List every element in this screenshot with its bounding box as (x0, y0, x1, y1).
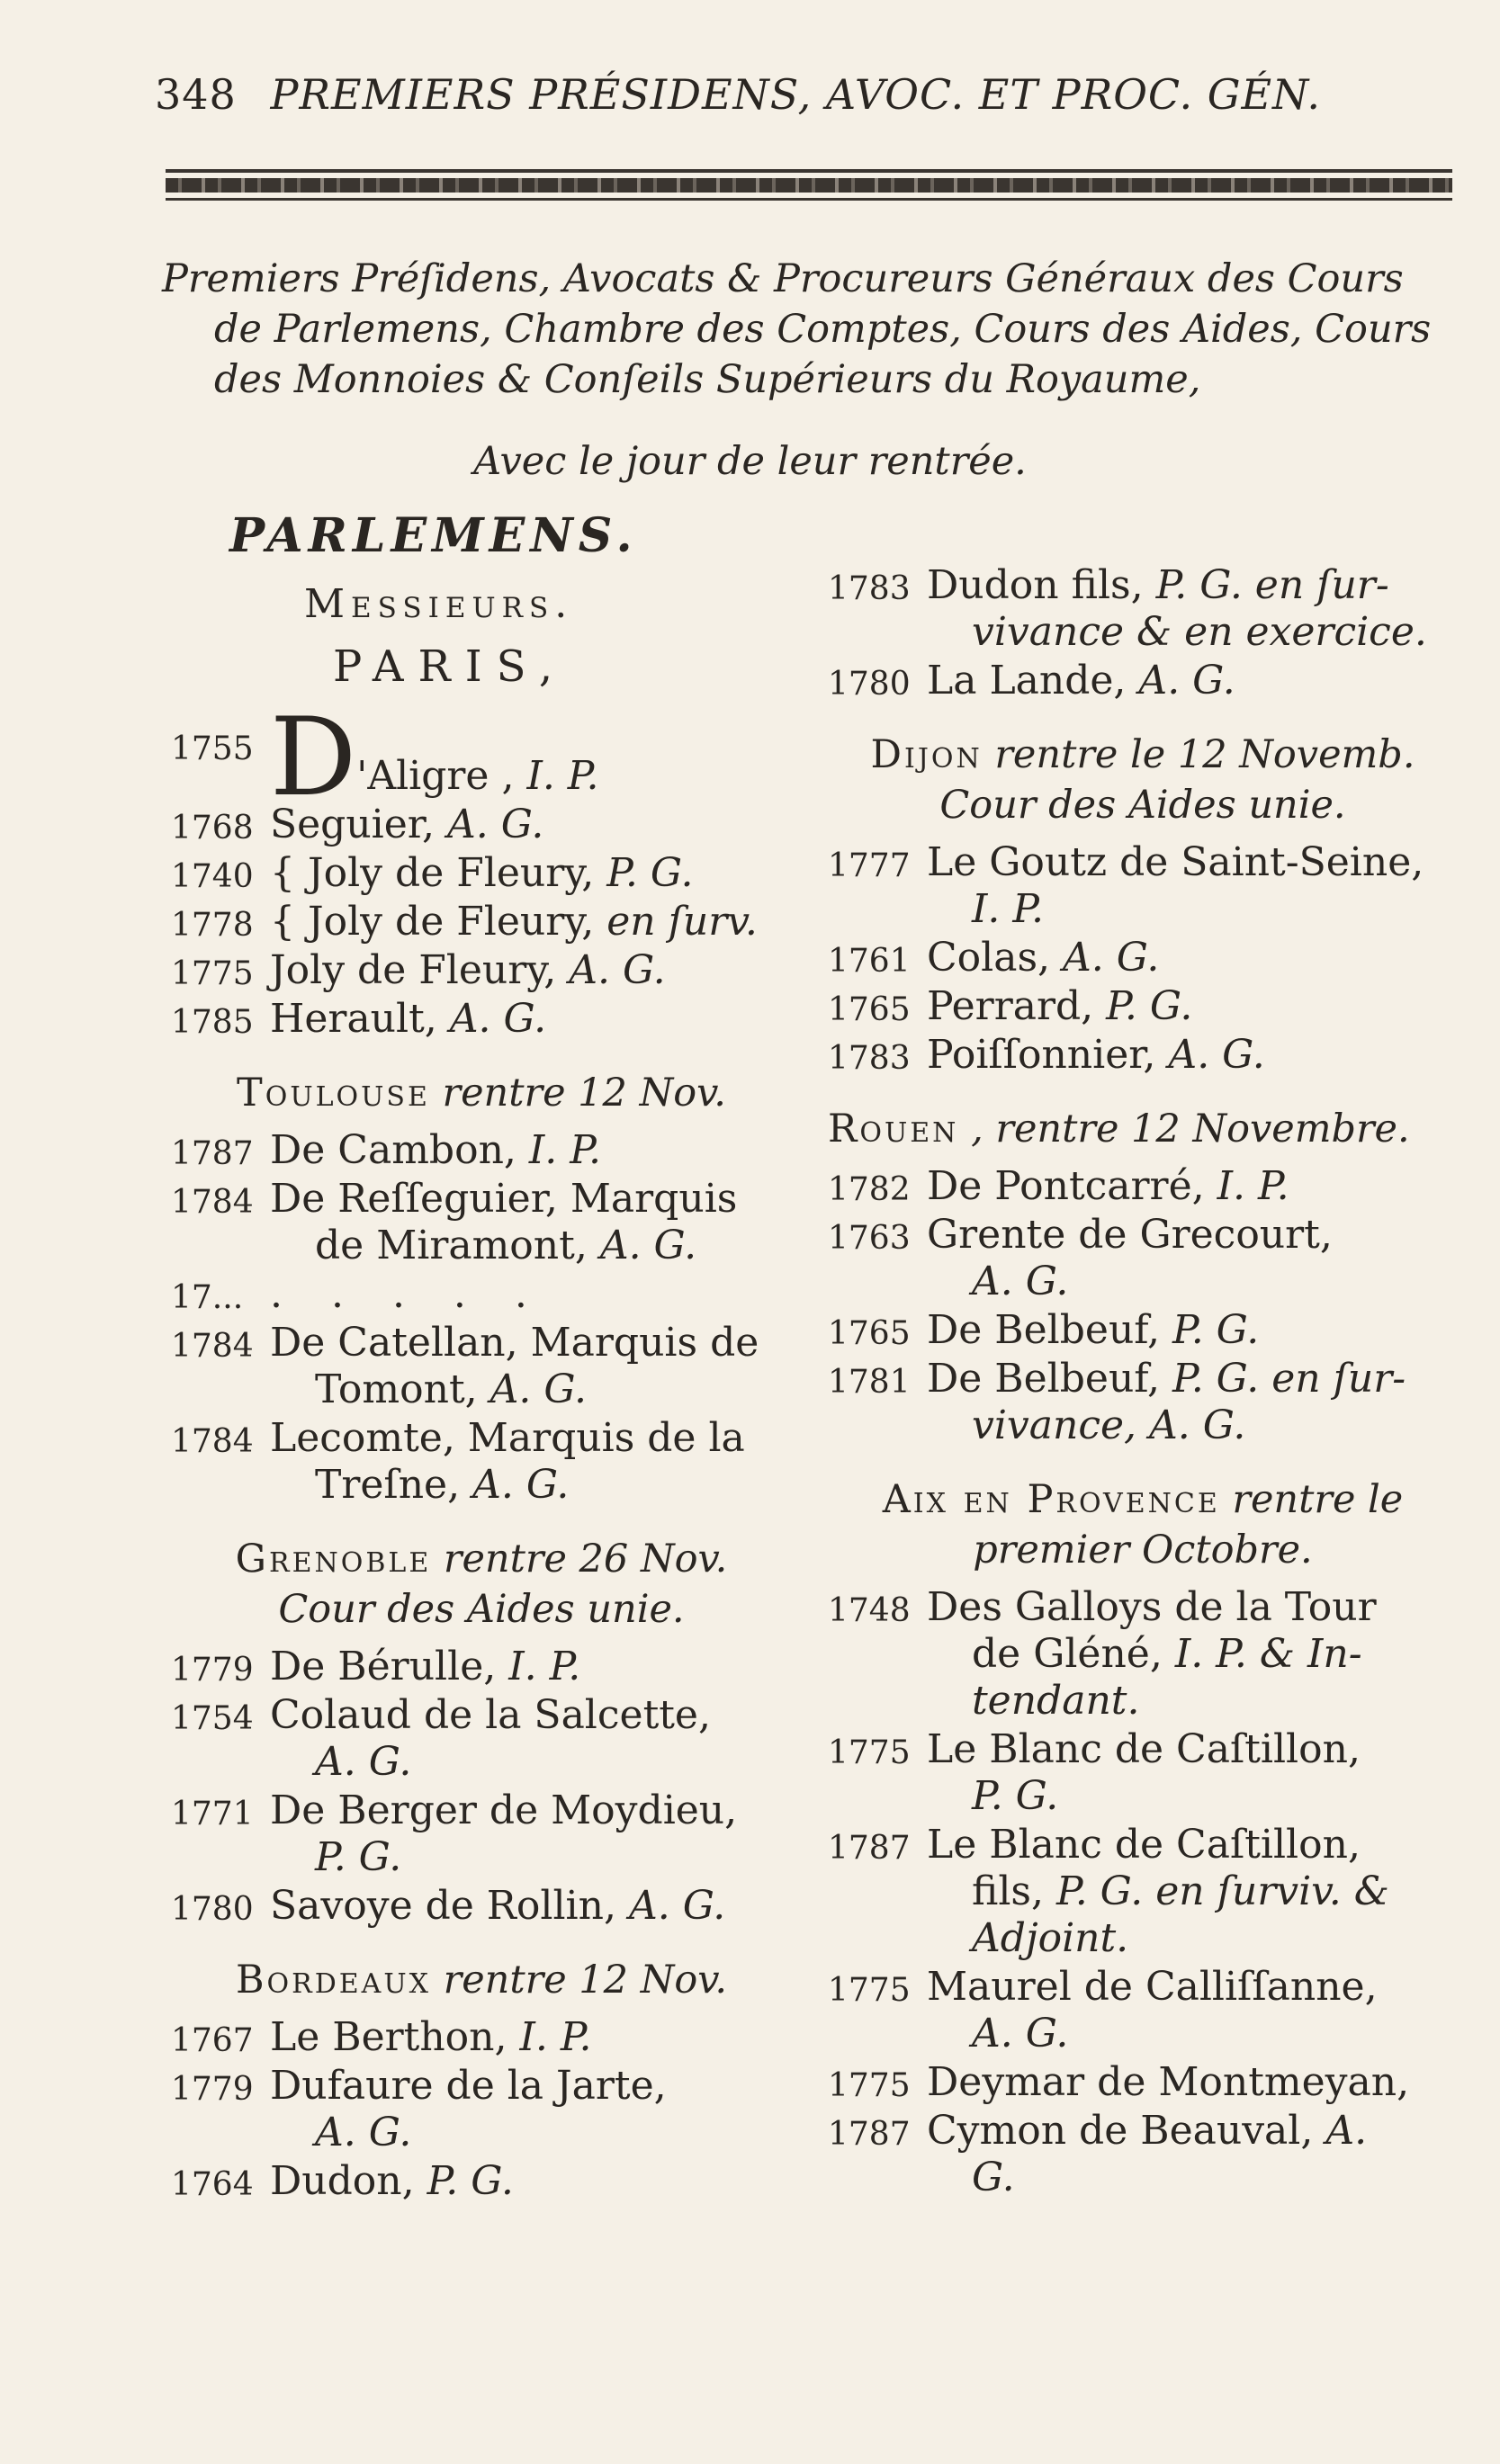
entry-name: De Reſſeguier, Marquis (270, 1176, 738, 1222)
list-item (171, 1320, 792, 1413)
entry-year: 1780 (171, 1891, 254, 1928)
city-header-rouen (828, 1104, 1458, 1154)
entry-year: 1740 (171, 858, 254, 895)
entry-title: A. (1325, 2108, 1368, 2154)
entry-year: 1781 (828, 1364, 911, 1401)
list-item (828, 1307, 1458, 1354)
entry-year: 1765 (828, 1315, 911, 1352)
entry-title: P. G. en ſur- (1155, 562, 1389, 608)
list-item (828, 658, 1458, 704)
entry-name: . . . . . (270, 1271, 545, 1317)
city-name: Aix en Provence (882, 1477, 1220, 1522)
subheading: Avec le jour de leur rentrée. (473, 439, 1027, 484)
list-item (828, 1822, 1458, 1962)
list-item (171, 802, 792, 848)
city-header-aix (828, 1474, 1458, 1575)
city-header-toulouse (171, 1068, 792, 1118)
page-number: 348 (155, 70, 237, 119)
entry-name: 'Aligre , (356, 753, 515, 799)
entry-name: De Belbeuf, (927, 1356, 1160, 1402)
city-note: rentre le 12 Novemb. (994, 732, 1415, 777)
entry-year: 1787 (828, 2116, 911, 2153)
entry-year: 1761 (828, 943, 911, 980)
entry-name: Le Blanc de Caſtillon, (927, 1726, 1361, 1772)
entry-name: De Belbeuf, (927, 1307, 1160, 1353)
entry-title: A. G. (449, 996, 547, 1042)
list-item (171, 1415, 792, 1509)
entry-title: A. G. (628, 1883, 726, 1929)
entry-year: 1765 (828, 991, 911, 1028)
entry-title: P. G. en ſur- (1172, 1356, 1406, 1402)
entry-title: A. G. (490, 1366, 587, 1412)
entry-title: vivance & en exercice. (972, 609, 1427, 655)
entry-title: A. G. (569, 947, 666, 993)
left-column (171, 508, 792, 2207)
entry-title: I. P. (972, 886, 1045, 932)
list-item (171, 2158, 792, 2205)
city-header-grenoble (171, 1534, 792, 1635)
entry-name: De Cambon, (270, 1127, 516, 1173)
list-item (828, 1964, 1458, 2057)
entry-name: Savoye de Rollin, (270, 1883, 616, 1929)
entry-year: 1764 (171, 2166, 254, 2203)
entry-year: 1782 (828, 1171, 911, 1208)
entry-year: 1783 (828, 570, 911, 607)
entry-name: Herault, (270, 996, 437, 1042)
entry-year: 1783 (828, 1040, 911, 1077)
list-item (171, 1644, 792, 1690)
entry-year: 17... (171, 1279, 244, 1316)
entry-title: P. G. (606, 850, 694, 896)
ornament-rule-bottom (166, 198, 1452, 201)
entry-continuation: de Miramont, (315, 1223, 588, 1268)
entry-name: Grente de Grecourt, (927, 1212, 1333, 1258)
city-note: rentre 12 Nov. (442, 1071, 726, 1116)
entry-name: De Catellan, Marquis de (270, 1320, 759, 1366)
city-court-note: premier Octobre. (973, 1528, 1313, 1572)
entry-name: De Bérulle, (270, 1644, 497, 1689)
city-name: Bordeaux (235, 1958, 431, 2003)
city-name: Toulouse (237, 1071, 430, 1116)
list-item (171, 1271, 792, 1318)
entry-name: Dudon fils, (927, 562, 1144, 608)
entry-year: 1777 (828, 847, 911, 884)
entry-title: I. P. (526, 753, 599, 799)
entry-name: Colas, (927, 935, 1051, 981)
list-item (828, 839, 1458, 933)
entry-name: Des Galloys de la Tour (927, 1584, 1377, 1630)
entry-title: I. P. (508, 1644, 581, 1689)
entry-name: Cymon de Beauval, (927, 2108, 1314, 2154)
drop-cap: D (270, 695, 357, 820)
list-item (171, 1883, 792, 1930)
list-item (171, 1788, 792, 1881)
entry-year: 1779 (171, 2071, 254, 2108)
list-item (828, 1163, 1458, 1210)
entry-title: P. G. (1106, 983, 1193, 1029)
list-item (828, 2059, 1458, 2106)
list-item (171, 850, 792, 897)
entry-year: 1787 (828, 1830, 911, 1867)
list-item (171, 695, 792, 820)
entry-title: A. G. (1168, 1032, 1265, 1078)
entry-year: 1763 (828, 1220, 911, 1257)
city-note: rentre le (1232, 1477, 1404, 1522)
entry-continuation: fils, (972, 1868, 1044, 1914)
heading-line-1: Premiers Préſidens, Avocats & Procureurs Généraux des Cours (162, 256, 1404, 301)
page-heading (162, 254, 1458, 405)
list-item (171, 899, 792, 945)
messieurs-label: Messieurs. (304, 581, 574, 627)
entry-title: I. P. & In- (1174, 1631, 1362, 1677)
entry-title: A. G. (1138, 658, 1235, 703)
entry-name: Dufaure de la Jarte, (270, 2063, 667, 2109)
entry-title: Adjoint. (972, 1915, 1129, 1961)
list-item (828, 935, 1458, 981)
entry-title: A. G. (1063, 935, 1160, 981)
entry-title: I. P. (528, 1127, 601, 1173)
entry-name: Le Blanc de Caſtillon, (927, 1822, 1361, 1868)
entry-name: { Joly de Fleury, (270, 850, 595, 896)
list-item (828, 1356, 1458, 1449)
entry-name: Maurel de Calliſſanne, (927, 1964, 1378, 2010)
entry-continuation: Treſne, (315, 1462, 461, 1508)
entry-title: en ſurv. (606, 899, 758, 945)
entry-name: Colaud de la Salcette, (270, 1692, 711, 1738)
city-name: Dijon (870, 732, 983, 777)
list-item (171, 1176, 792, 1269)
list-item (171, 996, 792, 1043)
entry-title: A. G. (599, 1223, 697, 1268)
list-item (171, 2063, 792, 2156)
list-item (828, 983, 1458, 1030)
entry-title: G. (972, 2155, 1015, 2200)
entry-title: A. G. (446, 802, 544, 847)
entry-title: P. G. (315, 1834, 402, 1880)
entry-name: { Joly de Fleury, (270, 899, 595, 945)
list-item (828, 1726, 1458, 1820)
entry-title: I. P. (1217, 1163, 1289, 1209)
entry-year: 1784 (171, 1423, 254, 1460)
entry-year: 1768 (171, 810, 254, 847)
list-item (828, 1212, 1458, 1305)
entry-title: A. G. (315, 2110, 412, 2155)
city-paris: PARIS, (333, 641, 568, 692)
right-column (828, 562, 1458, 2203)
entry-name: De Pontcarré, (927, 1163, 1205, 1209)
entry-title: P. G. en ſurviv. & (1056, 1868, 1389, 1914)
entry-name: Lecomte, Marquis de la (270, 1415, 745, 1461)
entry-year: 1784 (171, 1184, 254, 1221)
running-head (155, 70, 1469, 119)
entry-name: La Lande, (927, 658, 1127, 703)
entry-title: A. G. (972, 1259, 1069, 1304)
entry-name: Joly de Fleury, (270, 947, 557, 993)
entry-year: 1780 (828, 666, 911, 703)
entry-name: Perrard, (927, 983, 1094, 1029)
entry-title: P. G. (972, 1773, 1059, 1819)
list-item (828, 2108, 1458, 2201)
ornament-rule-top (166, 169, 1452, 173)
entry-year: 1784 (171, 1328, 254, 1365)
city-note: , rentre 12 Novembre. (971, 1107, 1410, 1151)
city-header-bordeaux (171, 1955, 792, 2005)
entry-title: I. P. (519, 2014, 592, 2060)
city-note: rentre 12 Nov. (443, 1958, 728, 2003)
entry-name: De Berger de Moydieu, (270, 1788, 738, 1833)
city-note: rentre 26 Nov. (443, 1537, 728, 1581)
list-item (171, 2014, 792, 2061)
entry-year: 1755 (171, 730, 254, 767)
entry-year: 1787 (171, 1135, 254, 1172)
city-court-note: Cour des Aides unie. (278, 1587, 685, 1632)
entry-title: P. G. (1172, 1307, 1260, 1353)
entry-title: A. G. (472, 1462, 570, 1508)
entry-name: Dudon, (270, 2158, 415, 2204)
entry-year: 1767 (171, 2022, 254, 2059)
list-item (828, 1584, 1458, 1725)
entry-year: 1771 (171, 1796, 254, 1832)
city-name: Rouen (828, 1107, 959, 1151)
heading-line-2: de Parlemens, Chambre des Comptes, Cours des Aides, Cours (214, 307, 1432, 352)
entry-title: A. G. (315, 1739, 412, 1785)
entry-name: Seguier, (270, 802, 435, 847)
entry-year: 1775 (828, 2067, 911, 2104)
list-item (828, 562, 1458, 656)
heading-line-3: des Monnoies & Conſeils Supérieurs du Royaume, (214, 357, 1201, 402)
section-title: PARLEMENS. (229, 508, 638, 563)
entry-title: vivance, A. G. (972, 1402, 1246, 1448)
entry-title: tendant. (972, 1678, 1140, 1724)
city-court-note: Cour des Aides unie. (939, 783, 1346, 828)
entry-title: P. G. (427, 2158, 514, 2204)
entry-year: 1748 (828, 1592, 911, 1629)
list-item (171, 947, 792, 994)
entry-continuation: Tomont, (315, 1366, 478, 1412)
entry-year: 1785 (171, 1004, 254, 1041)
entry-year: 1754 (171, 1700, 254, 1737)
running-title: PREMIERS PRÉSIDENS, AVOC. ET PROC. GÉN. (270, 70, 1321, 119)
entry-year: 1779 (171, 1652, 254, 1689)
city-name: Grenoble (235, 1537, 432, 1581)
entry-name: Deymar de Montmeyan, (927, 2059, 1410, 2105)
entry-year: 1775 (828, 1972, 911, 2009)
list-item (828, 1032, 1458, 1079)
entry-name: Poiſſonnier, (927, 1032, 1156, 1078)
entry-name: Le Goutz de Saint-Seine, (927, 839, 1424, 885)
list-item (171, 1692, 792, 1786)
entry-year: 1778 (171, 907, 254, 944)
list-item (171, 1127, 792, 1174)
entry-year: 1775 (171, 955, 254, 992)
entry-continuation: de Gléné, (972, 1631, 1163, 1677)
entry-title: A. G. (972, 2011, 1069, 2056)
entry-year: 1775 (828, 1734, 911, 1771)
city-header-dijon (828, 730, 1458, 830)
ornament-rule-middle (166, 178, 1452, 193)
entry-name: Le Berthon, (270, 2014, 507, 2060)
